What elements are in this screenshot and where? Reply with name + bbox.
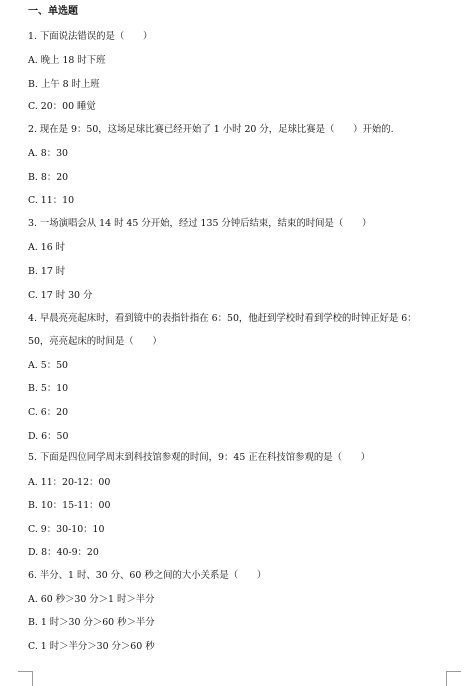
question-3-option-b: B. 17 时 xyxy=(28,266,66,277)
question-1-stem: 1. 下面说法错误的是（ ） xyxy=(28,31,153,42)
section-title: 一、单选题 xyxy=(28,6,78,17)
question-4-stem-continued: 50，亮亮起床的时间是（ ） xyxy=(28,336,162,347)
question-2-stem: 2. 现在是 9：50，这场足球比赛已经开始了 1 小时 20 分，足球比赛是（ ）开始的. xyxy=(28,124,394,135)
question-4-option-b: B. 5：10 xyxy=(28,383,69,394)
question-4-option-a: A. 5：50 xyxy=(28,360,68,371)
question-3-option-c: C. 17 时 30 分 xyxy=(28,290,93,301)
question-4-option-c: C. 6：20 xyxy=(28,407,69,418)
question-6-option-c: C. 1 时＞半分＞30 分＞60 秒 xyxy=(28,641,155,652)
question-1-option-a: A. 晚上 18 时下班 xyxy=(28,55,106,66)
question-1-option-c: C. 20：00 睡觉 xyxy=(28,101,96,112)
question-6-option-a: A. 60 秒＞30 分＞1 时＞半分 xyxy=(28,594,155,605)
question-3-stem: 3. 一场演唱会从 14 时 45 分开始，经过 135 分钟后结束，结束的时间是（ ） xyxy=(28,218,372,229)
question-1-option-b: B. 上午 8 时上班 xyxy=(28,79,100,90)
question-2-option-c: C. 11：10 xyxy=(28,195,75,206)
question-5-option-b: B. 10：15-11：00 xyxy=(28,500,111,511)
question-2-option-a: A. 8：30 xyxy=(28,148,68,159)
question-6-option-b: B. 1 时＞30 分＞60 秒＞半分 xyxy=(28,617,155,628)
question-6-stem: 6. 半分、1 时、30 分、60 秒之间的大小关系是（ ） xyxy=(28,570,267,581)
question-3-option-a: A. 16 时 xyxy=(28,242,66,253)
page-corner-mark-left xyxy=(18,671,33,686)
question-4-stem: 4. 早晨亮亮起床时，看到镜中的表指针指在 6：50，他赶到学校时看到学校的时钟正好是 6： xyxy=(28,313,417,324)
question-5-option-d: D. 8：40-9：20 xyxy=(28,547,99,558)
question-5-option-c: C. 9：30-10：10 xyxy=(28,524,105,535)
question-5-option-a: A. 11：20-12：00 xyxy=(28,477,111,488)
page-corner-mark-right xyxy=(446,671,461,686)
question-2-option-b: B. 8：20 xyxy=(28,172,69,183)
question-5-stem: 5. 下面是四位同学周末到科技馆参观的时间，9：45 正在科技馆参观的是（ ） xyxy=(28,452,371,463)
question-4-option-d: D. 6：50 xyxy=(28,431,69,442)
